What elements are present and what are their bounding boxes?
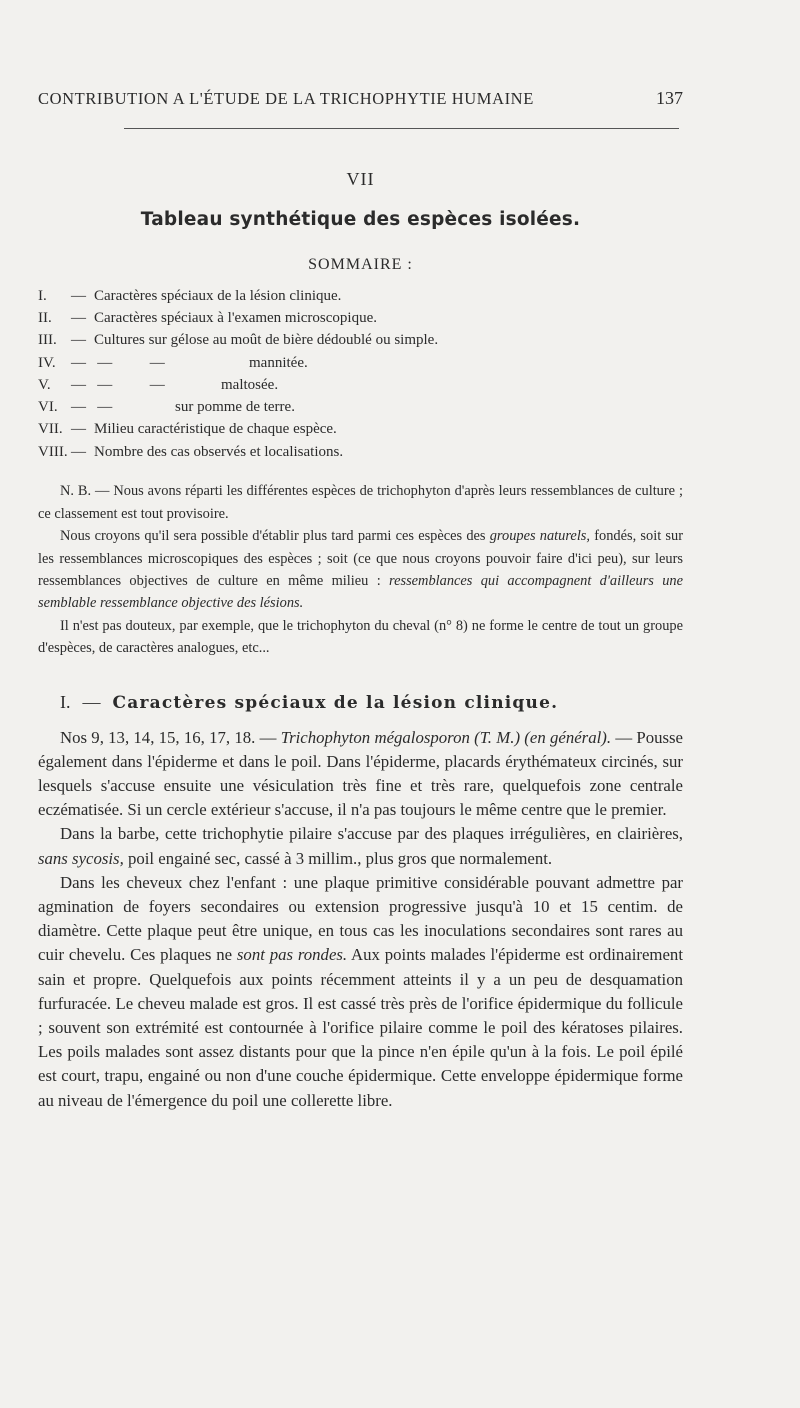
sommaire-heading: SOMMAIRE : bbox=[308, 256, 413, 273]
note-text: fondés, soit sur les ressemblances microscopiques des espèces ; soit (ce que nous croyons pouvoir faire d'ici peu), sur leurs ressemblances objectives de culture en même milieu : bbox=[38, 528, 683, 589]
sommaire-dashes: — bbox=[71, 332, 86, 349]
section-title: Caractères spéciaux de la lésion clinique. bbox=[112, 692, 559, 713]
running-title: CONTRIBUTION A L'ÉTUDE DE LA TRICHOPHYTIE HUMAINE bbox=[38, 89, 534, 108]
section-number: I. bbox=[60, 691, 71, 712]
sommaire-roman: VI. bbox=[38, 399, 58, 416]
header-rule bbox=[124, 128, 679, 129]
sommaire-text: Nombre des cas observés et localisations. bbox=[94, 443, 344, 460]
sommaire-item bbox=[38, 330, 683, 352]
sommaire-item bbox=[38, 396, 683, 418]
book-page bbox=[38, 88, 683, 1113]
body-paragraph bbox=[38, 726, 683, 823]
sommaire-roman: II. bbox=[38, 309, 52, 326]
body-emphasis: sans sycosis, bbox=[38, 848, 124, 868]
sommaire-list bbox=[38, 285, 683, 463]
body-text-run: — Pousse également dans l'épiderme et dans le poil. Dans l'épiderme, placards érythémateux circinés, sur lesquels s'accuse ensuite une vésiculation très fine et très rare, quelquefois zone centrale eczématisée. Si un cercle extérieur s'accuse, il n'a pas toujours le même centre que le premier. bbox=[38, 727, 683, 820]
sommaire-text: sur pomme de terre. bbox=[175, 399, 295, 416]
note-paragraph: Il n'est pas douteux, par exemple, que le trichophyton du cheval (n° 8) ne forme le centre de tout un groupe d'espèces, de caractères analogues, etc... bbox=[38, 617, 683, 657]
body-text bbox=[38, 726, 683, 1113]
sommaire-text: Milieu caractéristique de chaque espèce. bbox=[94, 421, 337, 438]
sommaire-roman: V. bbox=[38, 376, 51, 393]
sommaire-roman: VIII. bbox=[38, 443, 68, 460]
chapter-title: Tableau synthétique des espèces isolées. bbox=[140, 209, 581, 230]
note-text: Nous croyons qu'il sera possible d'établir plus tard parmi ces espèces des bbox=[60, 528, 490, 545]
note-paragraph: N. B. — Nous avons réparti les différentes espèces de trichophyton d'après leurs ressemblances de culture ; ce classement est tout provisoire. bbox=[38, 483, 683, 522]
sommaire-dashes: — bbox=[71, 421, 86, 438]
chapter-number: VII bbox=[346, 169, 375, 189]
body-text-run: Dans la barbe, cette trichophytie pilaire s'accuse par des plaques irrégulières, en clairières, bbox=[60, 824, 683, 844]
body-text-run: Dans les cheveux chez l'enfant : une plaque primitive considérable pouvant admettre par agmination de foyers secondaires ou extension progressive jusqu'à 10 et 15 centim. de diamètre. Cette plaque peut être unique, en tous cas les inoculations secondaires sont rares au cuir chevelu. Ces plaques ne bbox=[38, 872, 683, 965]
body-text-run: poil engainé sec, cassé à 3 millim., plus gros que normalement. bbox=[123, 848, 553, 868]
body-emphasis: sont pas rondes. bbox=[236, 945, 348, 965]
body-text-run: Nos 9, 13, 14, 15, 16, 17, 18. — bbox=[60, 727, 281, 747]
section-dash: — bbox=[82, 691, 101, 712]
sommaire-dashes: — — bbox=[71, 399, 113, 416]
running-head bbox=[38, 88, 683, 114]
body-paragraph bbox=[38, 871, 683, 1113]
sommaire-dashes: — — — bbox=[71, 376, 165, 393]
sommaire-dashes: — bbox=[71, 309, 86, 326]
sommaire-item bbox=[38, 352, 683, 374]
sommaire-dashes: — bbox=[71, 287, 86, 304]
body-paragraph bbox=[38, 822, 683, 870]
page-number: 137 bbox=[656, 88, 683, 108]
sommaire-text: Cultures sur gélose au moût de bière dédoublé ou simple. bbox=[94, 332, 439, 349]
sommaire-item bbox=[38, 419, 683, 441]
sommaire-dashes: — bbox=[71, 443, 86, 460]
sommaire-roman: I. bbox=[38, 287, 47, 304]
note-paragraph bbox=[38, 525, 683, 615]
sommaire-item bbox=[38, 441, 683, 463]
sommaire-roman: VII. bbox=[38, 421, 63, 438]
note-block bbox=[38, 480, 683, 659]
sommaire-roman: III. bbox=[38, 332, 57, 349]
body-emphasis: Trichophyton mégalosporon (T. M.) (en général). bbox=[280, 727, 612, 747]
note-emphasis: ressemblances qui accompagnent d'ailleurs une semblable ressemblance objective des lésions. bbox=[38, 573, 683, 612]
sommaire-item bbox=[38, 285, 683, 307]
sommaire-text: mannitée. bbox=[249, 354, 308, 371]
sommaire-text: maltosée. bbox=[221, 376, 279, 393]
sommaire-item bbox=[38, 374, 683, 396]
sommaire-text: Caractères spéciaux de la lésion clinique. bbox=[94, 287, 342, 304]
note-emphasis: groupes naturels, bbox=[489, 528, 591, 545]
body-text-run: Aux points malades l'épiderme est ordinairement sain et propre. Quelquefois aux points récemment atteints il y a un peu de desquamation furfuracée. Le cheveu malade est gros. Il est cassé très près de l'orifice épidermique du follicule ; souvent son extrémité est contournée à l'orifice pilaire comme le poil des kératoses pilaires. Les poils malades sont assez distants pour que la pince n'en épile qu'un à la fois. Le poil épilé est court, trapu, engainé ou non d'une couche épidermique. Cette enveloppe épidermique forme au niveau de l'émergence du poil une collerette libre. bbox=[38, 945, 683, 1110]
sommaire-item bbox=[38, 307, 683, 329]
sommaire-roman: IV. bbox=[38, 354, 56, 371]
section-heading bbox=[38, 692, 683, 713]
sommaire-text: Caractères spéciaux à l'examen microscopique. bbox=[94, 309, 377, 326]
sommaire-dashes: — — — bbox=[71, 354, 165, 371]
